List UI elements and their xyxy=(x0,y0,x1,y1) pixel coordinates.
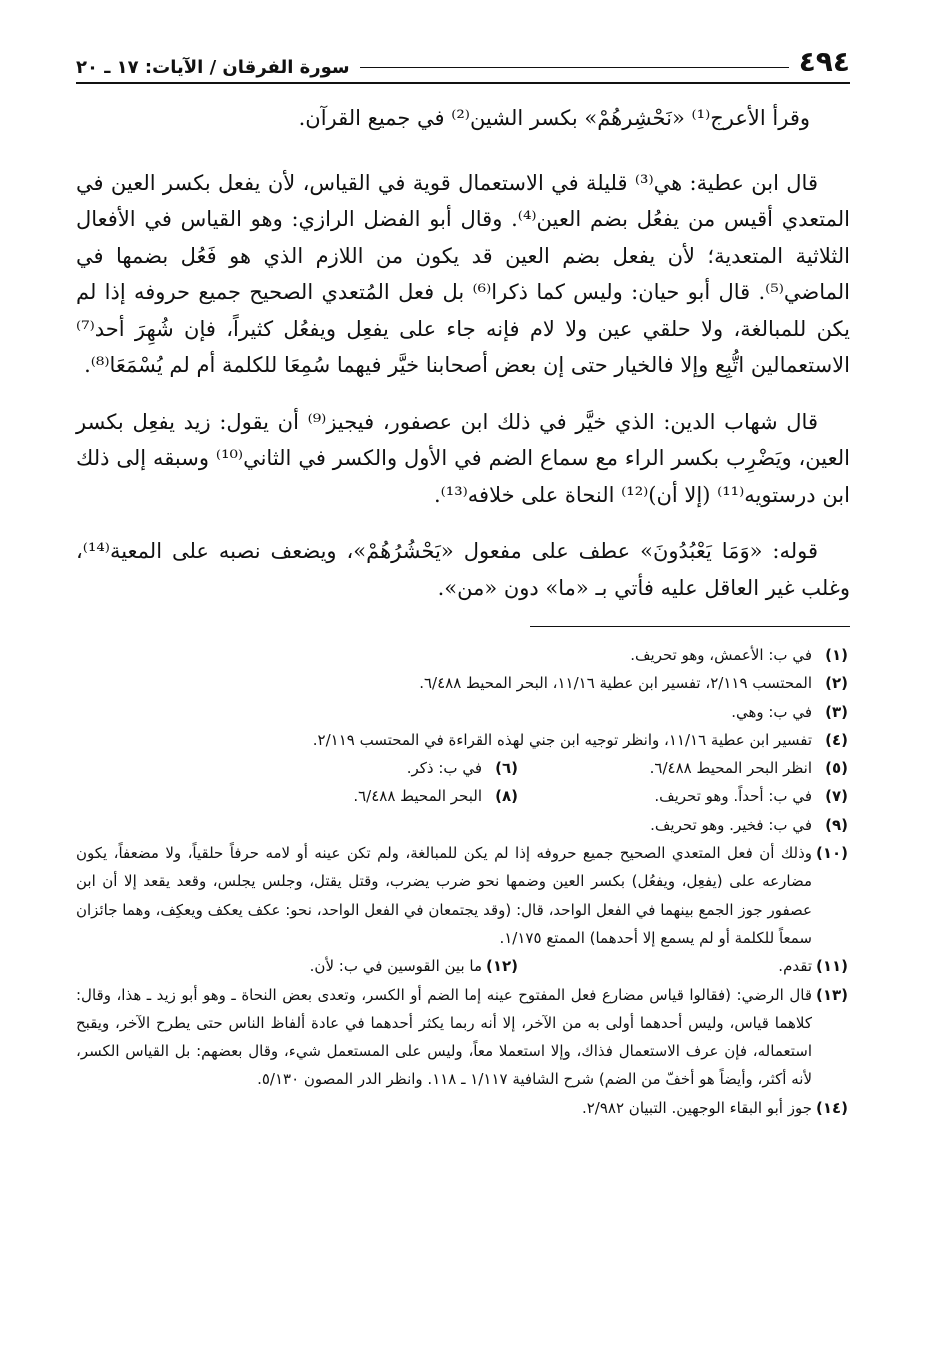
header-rule xyxy=(360,67,789,68)
footnote-number: (١٤) xyxy=(815,1098,848,1117)
footnote-text: جوز أبو البقاء الوجهين. التبيان ٢/٩٨٢. xyxy=(581,1098,812,1117)
footnote-14 xyxy=(76,1094,848,1122)
footnote-number: (١٢) xyxy=(485,957,518,976)
footnote-text: قال الرضي: (فقالوا قياس مضارع فعل المفتوح عينه إما الضم أو الكسر، وتعدى بعض النحاة ـ وهو أبو زيد ـ هذا، وقال: كلاهما قياس، وليس أحدهما أولى به من الآخر، إلا أنه ربما يكثر أحدهما في عادة ألفاظ الناس حتى يطرح الآخر، ويقبح استعماله، فإن عرف الاستعمال فذاك، وإلا استعملا معاً، وليس على المستعمل شيء، وقال بعضهم: بل القياس الكسر، لأنه أكثر، وأيضاً هو أخفّ من الضم) شرح الشافية ١/١١٧ ـ ١١٨. وانظر الدر المصون ٥/١٣٠. xyxy=(76,985,812,1089)
footnote-text: في ب: أحداً. وهو تحريف. xyxy=(654,787,812,806)
footnote-6 xyxy=(188,754,518,782)
footnote-number: (١١) xyxy=(815,957,848,976)
footnote-text: البحر المحيط ٦/٤٨٨. xyxy=(353,787,482,806)
page-header xyxy=(76,38,850,84)
footnote-number: (٢) xyxy=(825,674,848,693)
footnote-7 xyxy=(518,782,848,810)
footnote-text: في ب: ذكر. xyxy=(406,759,482,778)
footnote-5 xyxy=(518,754,848,782)
footnote-number: (٧) xyxy=(825,787,848,806)
footnote-separator xyxy=(530,626,850,627)
footnote-3 xyxy=(76,698,848,726)
footnote-4 xyxy=(76,726,848,754)
footnote-text: تقدم. xyxy=(778,957,812,976)
footnote-pair-7-8 xyxy=(76,782,848,810)
page-number: ٤٩٤ xyxy=(798,45,850,78)
footnote-2 xyxy=(76,669,848,697)
footnote-11 xyxy=(518,952,848,980)
footnote-8 xyxy=(188,782,518,810)
footnotes xyxy=(76,641,850,1122)
footnote-number: (٥) xyxy=(825,759,848,778)
paragraph-2: قال ابن عطية: هي⁽³⁾ قليلة في الاستعمال قوية في القياس، لأن يفعل بكسر العين في المتعدي أقيس من يفعُل بضم العين⁽⁴⁾. وقال أبو الفضل الرازي: وهو القياس في الأفعال الثلاثية المتعدية؛ لأن يفعل بضم العين قد يكون من اللازم الذي هو فَعُل بضمها في الماضي⁽⁵⁾. قال أبو حيان: وليس كما ذكرا⁽⁶⁾ بل فعل المُتعدي الصحيح جميع حروفه إذا لم يكن للمبالغة، ولا حلقي عين ولا لام فإنه جاء على يفعِل ويفعُل كثيراً، فإن شُهِرَ أحد⁽⁷⁾ الاستعمالين اتُّبِع وإلا فالخيار حتى إن بعض أصحابنا خيَّر فيهما سُمِعَا للكلمة أم لم يُسْمَعَا⁽⁸⁾. xyxy=(76,170,851,377)
footnote-text: المحتسب ٢/١١٩، تفسير ابن عطية ١١/١٦، البحر المحيط ٦/٤٨٨. xyxy=(419,674,812,693)
footnote-12 xyxy=(188,952,518,980)
footnote-10 xyxy=(76,839,848,952)
running-title: سورة الفرقان / الآيات: ١٧ ـ ٢٠ xyxy=(76,57,350,78)
footnote-text: انظر البحر المحيط ٦/٤٨٨. xyxy=(649,759,812,778)
footnote-1 xyxy=(76,641,848,669)
paragraph-1: وقرأ الأعرج⁽¹⁾ «نَحْشِرهُمْ» بكسر الشين⁽²⁾ في جميع القرآن. xyxy=(298,106,810,130)
footnote-number: (٣) xyxy=(825,702,848,721)
main-text xyxy=(76,100,850,606)
footnote-text: ما بين القوسين في ب: لأن. xyxy=(309,957,482,976)
footnote-number: (٩) xyxy=(825,815,848,834)
footnote-text: في ب: الأعمش، وهو تحريف. xyxy=(630,646,812,664)
footnote-pair-5-6 xyxy=(76,754,848,782)
footnote-text: في ب: وهي. xyxy=(731,702,812,721)
footnote-text: وذلك أن فعل المتعدي الصحيح جميع حروفه إذا لم يكن للمبالغة، ولم تكن عينه أو لامه حرفاً حلقياً، ولا مضعفاً، يكون مضارعه على (يفعِل، ويفعُل) بكسر العين وضمها نحو ضرب يضرب، وقتل يقتل، وجلس يجلس، وقعد يقعد إلا أن ابن عصفور جوز الجمع بينهما في الفعل الواحد، قال: (وقد يجتمعان في الفعل الواحد، نحو: عكف يعكف ويعكِف، وهما جائزان سمعاً للكلمة أو لم يسمع إلا أحدهما) الممتع ١/١٧٥. xyxy=(76,844,812,947)
footnote-number: (٤) xyxy=(825,730,848,749)
paragraph-4: قوله: «وَمَا يَعْبُدُونَ» عطف على مفعول «يَحْشُرُهُمْ»، ويضعف نصبه على المعية⁽¹⁴⁾، وغلب غير العاقل عليه فأتي بـ «ما» دون «من». xyxy=(76,539,850,600)
footnote-number: (٦) xyxy=(495,759,518,778)
footnote-number: (١) xyxy=(825,646,848,664)
footnote-number: (١٠) xyxy=(815,844,848,863)
footnote-13 xyxy=(76,981,848,1094)
footnote-9 xyxy=(76,811,848,839)
footnote-pair-11-12 xyxy=(76,952,848,980)
footnote-number: (١٣) xyxy=(815,985,848,1004)
paragraph-3: قال شهاب الدين: الذي خيَّر في ذلك ابن عصفور، فيجيز⁽⁹⁾ أن يقول: زيد يفعِل بكسر العين، ويَضْرِب بكسر الراء مع سماع الضم في الأول والكسر في الثاني⁽¹⁰⁾ وسبقه إلى ذلك ابن درستويه⁽¹¹⁾ (إلا أن)⁽¹²⁾ النحاة على خلافه⁽¹³⁾. xyxy=(76,409,850,507)
footnote-text: تفسير ابن عطية ١١/١٦، وانظر توجيه ابن جني لهذه القراءة في المحتسب ٢/١١٩. xyxy=(312,730,812,749)
footnote-text: في ب: فخير. وهو تحريف. xyxy=(650,815,812,834)
footnote-number: (٨) xyxy=(495,787,518,806)
